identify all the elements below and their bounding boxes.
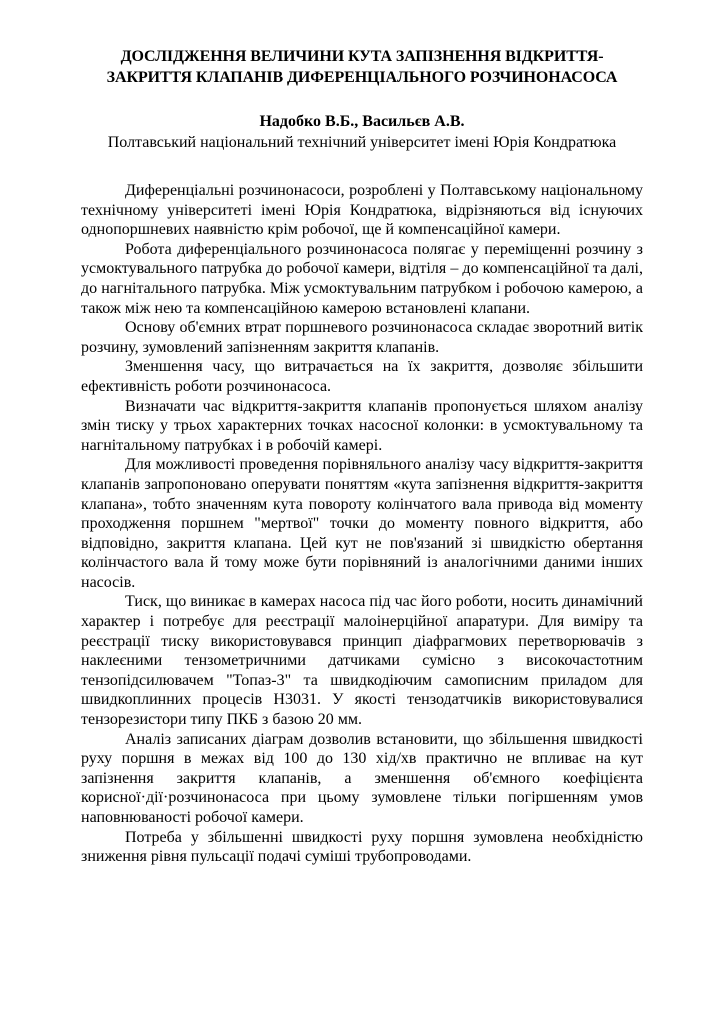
body-paragraph: Потреба у збільшенні швидкості руху поршня зумовлена необхідністю зниження рівня пульсації подачі суміші трубопроводами. <box>81 828 643 866</box>
paper-affiliation: Полтавський національний технічний університет імені Юрія Кондратюка <box>107 134 617 151</box>
paper-authors: Надобко В.Б., Васильєв А.В. <box>259 113 465 130</box>
body-paragraph: Аналіз записаних діаграм дозволив встановити, що збільшення швидкості руху поршня в межах від 100 до 130 хід/хв практично не впливає на кут запізнення закриття клапанів, а зменшення об'ємного коефіцієнта корисної·дії·розчинонасоса при цьому зумовлене тільки погіршенням умов наповнюваності робочої камери. <box>81 730 643 826</box>
body-paragraph: Диференціальні розчинонасоси, розроблені у Полтавському національному технічному університеті імені Юрія Кондратюка, відрізняються від існуючих однопоршневих наявністю крім робочої, ще й компенсаційної камери. <box>81 182 643 239</box>
body-paragraph: Зменшення часу, що витрачається на їх закриття, дозволяє збільшити ефективність роботи розчинонасоса. <box>81 358 643 395</box>
body-paragraph: Для можливості проведення порівняльного аналізу часу відкриття-закриття клапанів запропоновано оперувати поняттям «кута запізнення відкриття-закриття клапана», тобто значенням кута повороту колінчатого вала привода від моменту проходження поршнем "мертвої" точки до моменту повного відкриття, або відповідно, закриття клапана. Цей кут не пов'язаний зі швидкістю обертання колінчастого вала й тому може бути порівняний із аналогічними даними інших насосів. <box>81 456 643 591</box>
body-paragraph: Визначати час відкриття-закриття клапанів пропонується шляхом аналізу змін тиску у трьох характерних точках насосної колонки: в усмоктувальному та нагнітальному патрубках і в робочій камері. <box>81 397 643 454</box>
paper-page <box>81 46 643 867</box>
paper-title: ДОСЛІДЖЕННЯ ВЕЛИЧИНИ КУТА ЗАПІЗНЕННЯ ВІДКРИТТЯ-ЗАКРИТТЯ КЛАПАНІВ ДИФЕРЕНЦІАЛЬНОГО РОЗЧИНОНАСОСА <box>106 48 618 86</box>
body-paragraph: Тиск, що виникає в камерах насоса під час його роботи, носить динамічний характер і потребує для реєстрації малоінерційної апаратури. Для виміру та реєстрації тиску використовувався принцип діафрагмових перетворювачів з наклеєними тензометричними датчиками сумісно з високочастотним тензопідсилювачем "Топаз-3" та швидкодіючим самописним приладом для швидкоплинних процесів Н3031. У якості тензодатчиків використовувалися тензорезистори типу ПКБ з базою 20 мм. <box>81 593 643 729</box>
body-paragraph: Робота диференціального розчинонасоса полягає у переміщенні розчину з усмоктувального патрубка до робочої камери, відтіля – до компенсаційної та далі, до нагнітального патрубка. Між усмоктувальним патрубком і робочою камерою, а також між нею та компенсаційною камерою встановлені клапани. <box>81 240 643 317</box>
body-paragraph: Основу об'ємних втрат поршневого розчинонасоса складає зворотний витік розчину, зумовлений запізненням закриття клапанів. <box>81 319 643 356</box>
paper-body <box>81 181 643 867</box>
